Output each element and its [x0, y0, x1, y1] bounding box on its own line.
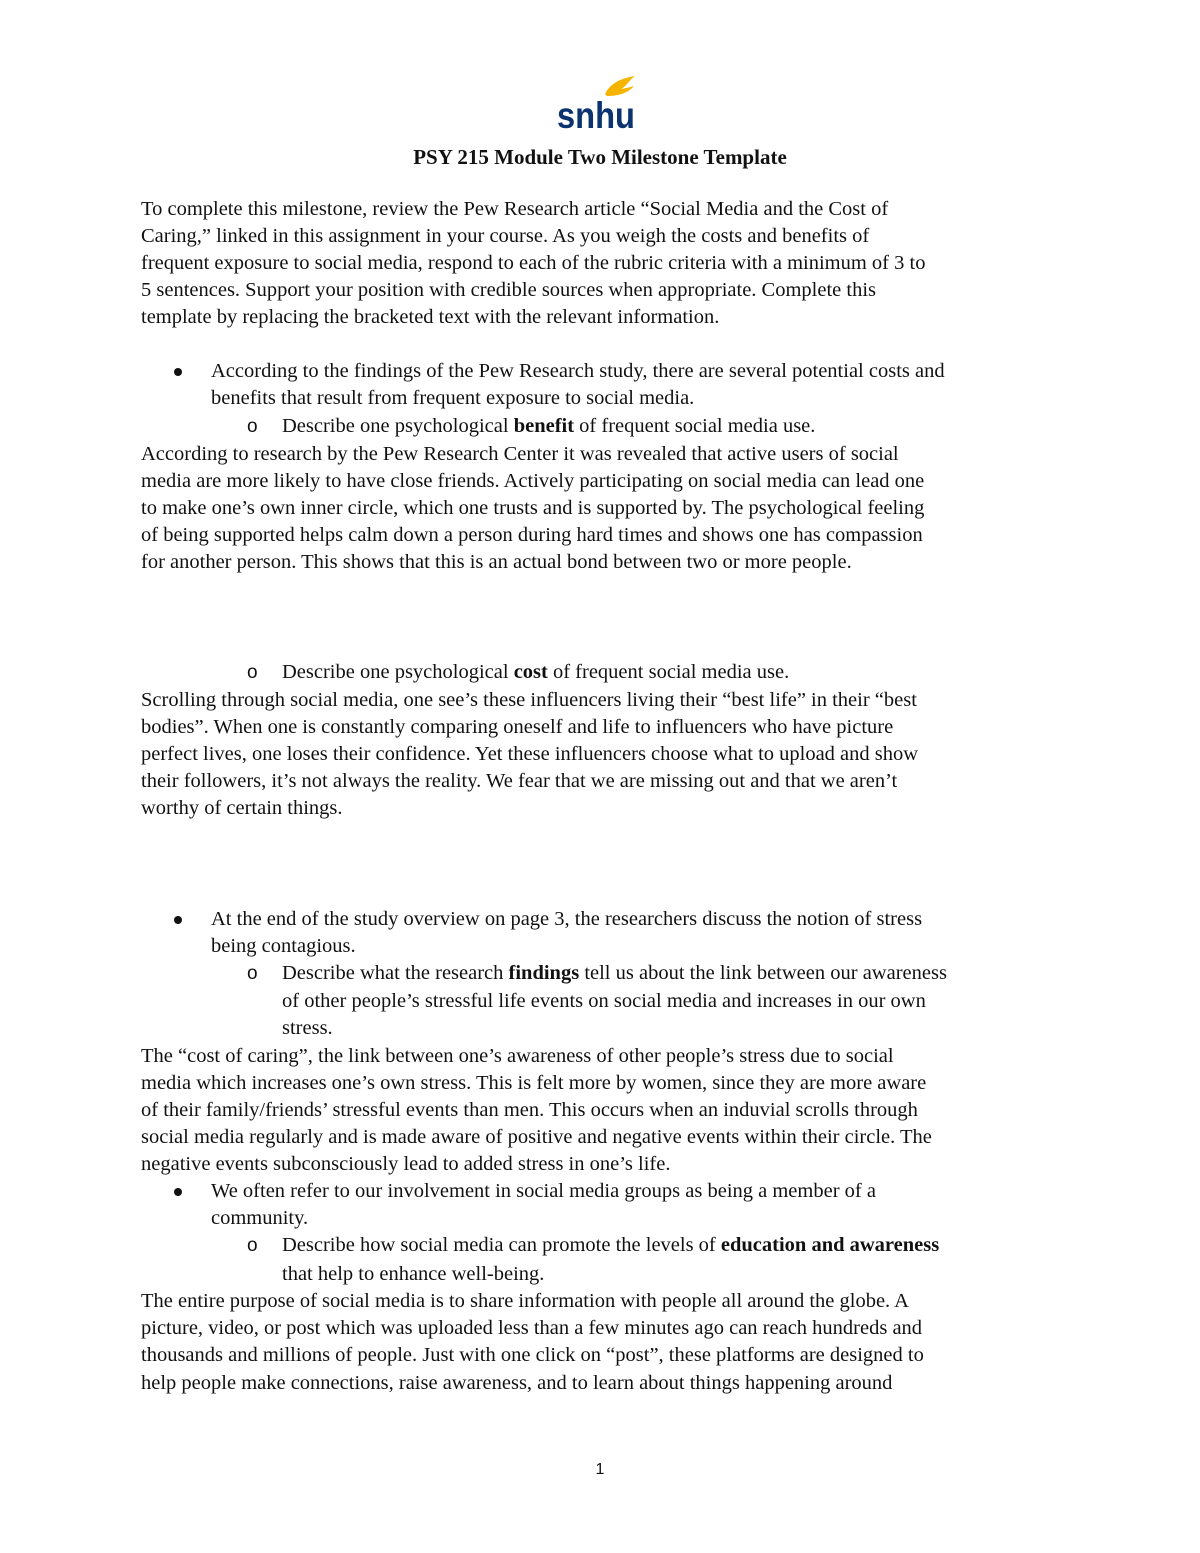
prompt-text: of frequent social media use. — [574, 415, 816, 437]
answer-line: According to research by the Pew Research Center it was revealed that active users of social — [141, 443, 899, 465]
answer-line: of their family/friends’ stressful events than men. This occurs when an induvial scrolls through — [141, 1099, 918, 1121]
prompt-text: of frequent social media use. — [547, 661, 790, 683]
prompt-emphasis: benefit — [513, 415, 575, 437]
answer-line: The “cost of caring”, the link between one’s awareness of other people’s stress due to social — [141, 1045, 894, 1067]
bullet-icon — [172, 906, 184, 933]
prompt-text: Describe what the research — [282, 962, 509, 984]
answer-line: social media regularly and is made aware of positive and negative events within their circle. The — [141, 1126, 932, 1148]
findings-prompt-line: stress. — [282, 1017, 333, 1039]
intro-line: 5 sentences. Support your position with credible sources when appropriate. Complete this — [141, 279, 876, 301]
bullet-text: benefits that result from frequent exposure to social media. — [211, 387, 695, 409]
page-title: PSY 215 Module Two Milestone Template — [413, 145, 787, 169]
answer-line: thousands and millions of people. Just with one click on “post”, these platforms are designed to — [141, 1344, 924, 1366]
intro-line: Caring,” linked in this assignment in your course. As you weigh the costs and benefits of — [141, 225, 870, 247]
snhu-logo — [555, 74, 639, 132]
answer-line: negative events subconsciously lead to added stress in one’s life. — [141, 1153, 671, 1175]
page-number: 1 — [595, 1461, 605, 1478]
answer-line: help people make connections, raise awareness, and to learn about things happening around — [141, 1372, 893, 1394]
answer-line: to make one’s own inner circle, which one trusts and is supported by. The psychological feeling — [141, 497, 925, 519]
prompt-text: Describe one psychological — [282, 661, 514, 683]
prompt-emphasis: cost — [513, 661, 548, 683]
answer-line: The entire purpose of social media is to share information with people all around the globe. A — [141, 1290, 909, 1312]
answer-line: picture, video, or post which was uploaded less than a few minutes ago can reach hundreds and — [141, 1317, 923, 1339]
answer-line: media are more likely to have close friends. Actively participating on social media can lead one — [141, 470, 925, 492]
flame-icon — [605, 76, 635, 96]
bullet-text: We often refer to our involvement in social media groups as being a member of a — [211, 1180, 876, 1202]
findings-prompt-line: of other people’s stressful life events on social media and increases in our own — [282, 990, 926, 1012]
prompt-emphasis: education and awareness — [720, 1234, 940, 1256]
education-prompt-line: that help to enhance well-being. — [282, 1263, 545, 1285]
benefit-prompt — [282, 413, 815, 440]
prompt-emphasis: findings — [508, 962, 580, 984]
intro-line: To complete this milestone, review the Pew Research article “Social Media and the Cost of — [141, 198, 889, 220]
bullet-text: community. — [211, 1207, 309, 1229]
prompt-text: Describe one psychological — [282, 415, 514, 437]
answer-line: for another person. This shows that this is an actual bond between two or more people. — [141, 551, 852, 573]
answer-line: worthy of certain things. — [141, 797, 343, 819]
answer-line: of being supported helps calm down a person during hard times and shows one has compassion — [141, 524, 923, 546]
cost-prompt — [282, 659, 789, 686]
prompt-text: tell us about the link between our awareness — [579, 962, 947, 984]
snhu-logo-graphic — [555, 74, 639, 132]
answer-line: Scrolling through social media, one see’s these influencers living their “best life” in their “best — [141, 689, 917, 711]
bullet-icon — [172, 358, 184, 385]
intro-line: frequent exposure to social media, respond to each of the rubric criteria with a minimum of 3 to — [141, 252, 926, 274]
findings-prompt — [282, 960, 947, 987]
bullet-icon — [172, 1178, 184, 1205]
education-prompt — [282, 1232, 939, 1259]
bullet-text: being contagious. — [211, 935, 356, 957]
sub-bullet-icon: o — [247, 662, 258, 683]
sub-bullet-icon: o — [247, 1235, 258, 1256]
answer-line: their followers, it’s not always the reality. We fear that we are missing out and that we aren’t — [141, 770, 898, 792]
answer-line: perfect lives, one loses their confidence. Yet these influencers choose what to upload and show — [141, 743, 919, 765]
sub-bullet-icon: o — [247, 963, 258, 984]
logo-wordmark: snhu — [557, 95, 635, 132]
prompt-text: Describe how social media can promote the levels of — [282, 1234, 721, 1256]
bullet-text: At the end of the study overview on page 3, the researchers discuss the notion of stress — [211, 908, 923, 930]
intro-line: template by replacing the bracketed text with the relevant information. — [141, 306, 720, 328]
sub-bullet-icon: o — [247, 416, 258, 437]
answer-line: bodies”. When one is constantly comparing oneself and life to influencers who have picture — [141, 716, 894, 738]
answer-line: media which increases one’s own stress. This is felt more by women, since they are more aware — [141, 1072, 927, 1094]
bullet-text: According to the findings of the Pew Research study, there are several potential costs and — [211, 360, 945, 382]
